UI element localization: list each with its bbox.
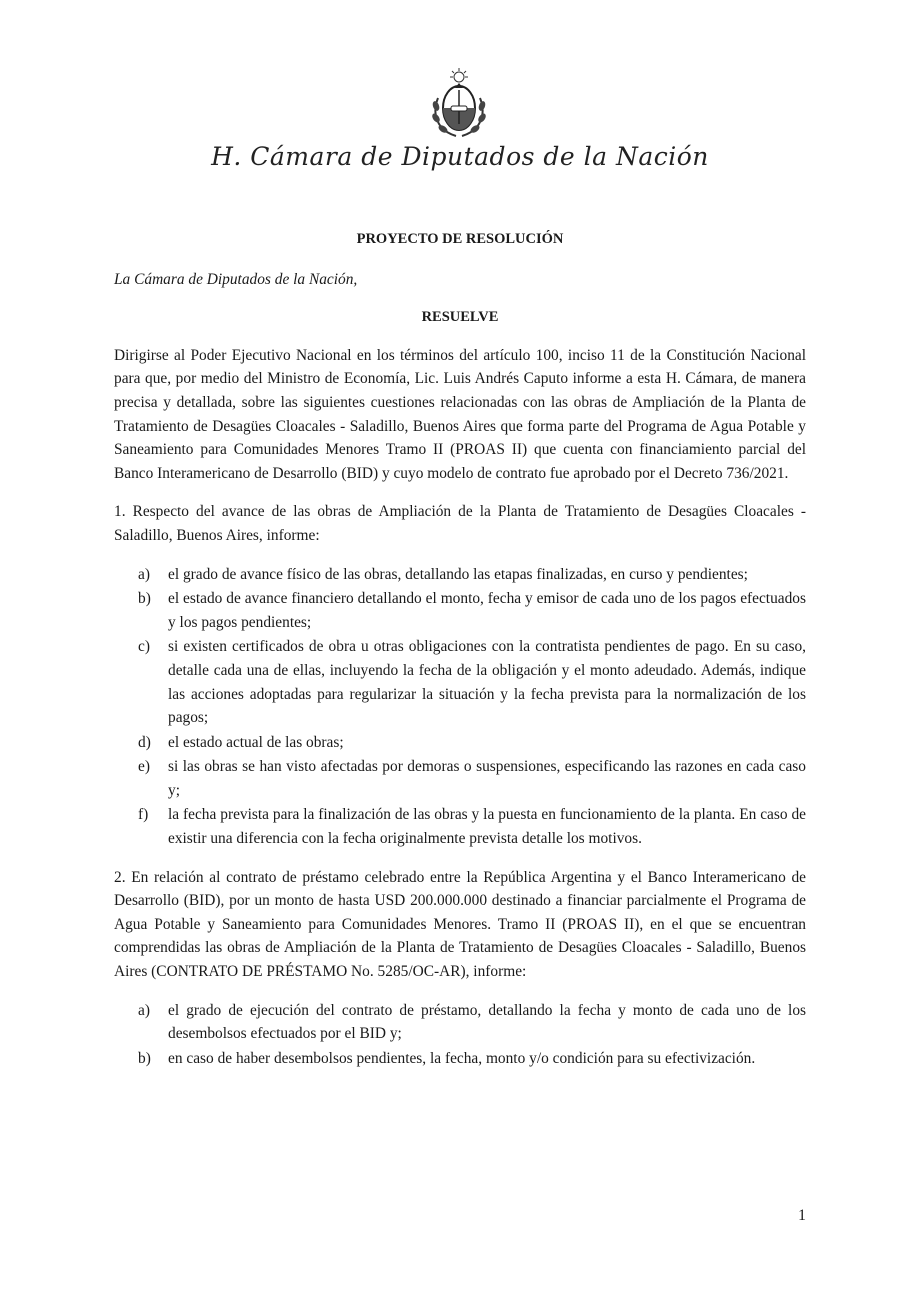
list-marker: f) [138, 806, 149, 824]
list-marker: b) [138, 590, 151, 608]
list-item [114, 587, 806, 634]
list-marker: d) [138, 733, 151, 751]
list-marker: c) [138, 638, 150, 656]
document-title: PROYECTO DE RESOLUCIÓN [356, 231, 564, 247]
list-item-text: si las obras se han visto afectadas por demoras o suspensiones, especificando las razones en cada caso y; [168, 758, 806, 799]
list-item [114, 999, 806, 1046]
opening-paragraph: Dirigirse al Poder Ejecutivo Nacional en los términos del artículo 100, inciso 11 de la Constitución Nacional para que, por medio del Ministro de Economía, Lic. Luis Andrés Caputo informe a esta H. Cámara, de manera precisa y detallada, sobre las siguientes cuestiones relacionadas con las obras de Ampliación de la Planta de Tratamiento de Desagües Cloacales - Saladillo, Buenos Aires que forma parte del Programa de Agua Potable y Saneamiento para Comunidades Menores Tramo II (PROAS II) que cuenta con financiamiento parcial del Banco Interamericano de Desarrollo (BID) y cuyo modelo de contrato fue aprobado por el Decreto 736/2021. [114, 346, 806, 482]
list-item-text: la fecha prevista para la finalización de las obras y la puesta en funcionamiento de la planta. En caso de existir una diferencia con la fecha originalmente prevista detalle los motivos. [168, 806, 806, 848]
list-item-text: en caso de haber desembolsos pendientes, la fecha, monto y/o condición para su efectivización. [168, 1049, 756, 1067]
list-item [114, 635, 806, 729]
section-2-paragraph: 2. En relación al contrato de préstamo celebrado entre la República Argentina y el Banco Interamericano de Desarrollo (BID), por un monto de hasta USD 200.000.000 destinado a financiar parcialmente el Programa de Agua Potable y Saneamiento para Comunidades Menores. Tramo II (PROAS II), en el que se encuentran comprendidas las obras de Ampliación de la Planta de Tratamiento de Desagües Cloacales - Saladillo, Buenos Aires (CONTRATO DE PRÉSTAMO No. 5285/OC-AR), informe: [114, 868, 806, 981]
list-item-text: el grado de ejecución del contrato de préstamo, detallando la fecha y monto de cada uno de los desembolsos efectuados por el BID y; [168, 1001, 806, 1043]
list-marker: b) [138, 1049, 151, 1067]
intro-line: La Cámara de Diputados de la Nación, [114, 270, 358, 288]
list-item [114, 803, 806, 850]
list-item-text: el grado de avance físico de las obras, detallando las etapas finalizadas, en curso y pendientes; [168, 565, 748, 583]
list-item [114, 1047, 806, 1071]
list-item [114, 731, 806, 755]
chamber-letterhead: H. Cámara de Diputados de la Nación [211, 142, 709, 171]
list-item [114, 755, 806, 802]
list-marker: a) [138, 1001, 150, 1019]
list-marker: a) [138, 565, 150, 583]
section-1-paragraph: 1. Respecto del avance de las obras de Ampliación de la Planta de Tratamiento de Desagües Cloacales - Saladillo, Buenos Aires, informe: [114, 503, 806, 544]
list-item-text: el estado de avance financiero detallando el monto, fecha y emisor de cada uno de los pagos efectuados y los pagos pendientes; [168, 590, 806, 631]
page-number: 1 [798, 1207, 806, 1224]
list-item [114, 563, 806, 587]
list-item-text: el estado actual de las obras; [168, 733, 344, 751]
resuelve-heading: RESUELVE [421, 309, 499, 326]
section-1-list [114, 563, 806, 851]
section-2-list [114, 999, 806, 1071]
national-coat-of-arms-icon [428, 68, 490, 140]
list-marker: e) [138, 758, 150, 776]
list-item-text: si existen certificados de obra u otras obligaciones con la contratista pendientes de pago. En su caso, detalle cada una de ellas, incluyendo la fecha de la obligación y el monto adeudado. Además, indique las acciones adoptadas para regularizar la situación y la fecha prevista para la normalización de los pagos; [168, 638, 806, 727]
document-body [114, 228, 806, 1085]
